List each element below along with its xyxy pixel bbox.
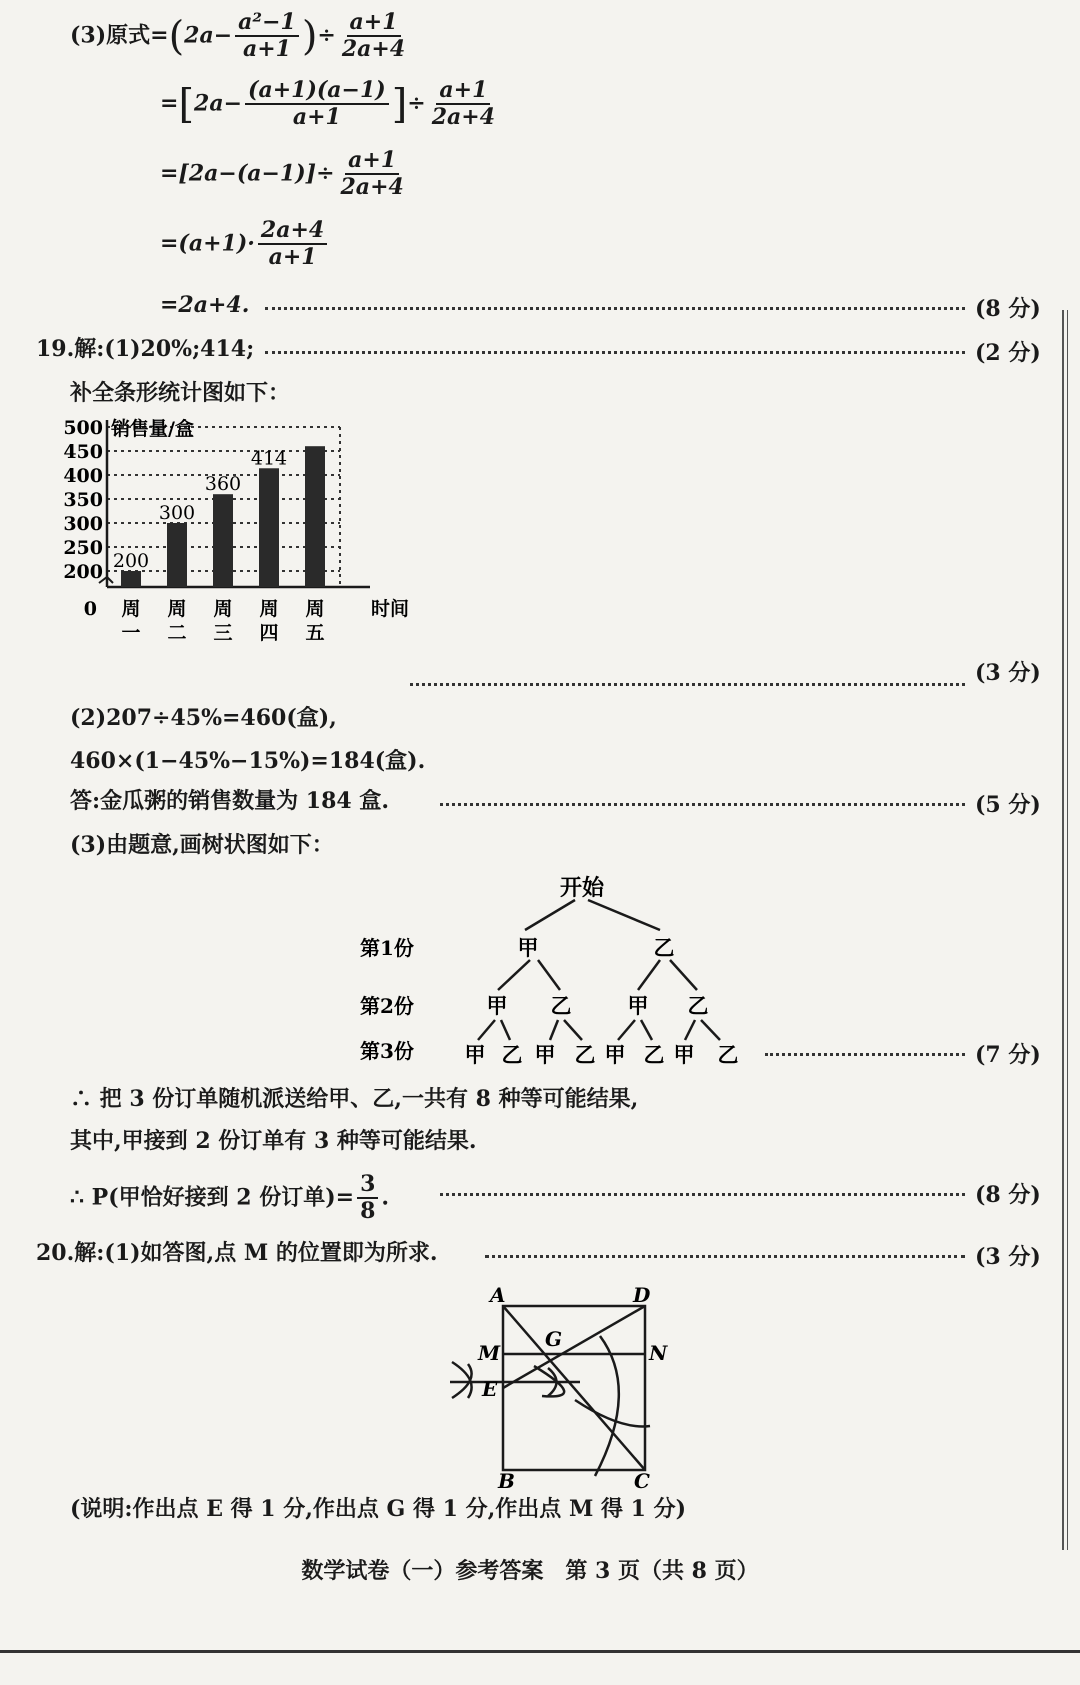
y-tick-label: 450 (63, 441, 103, 463)
x-axis-label: 时间 (370, 598, 410, 620)
q19-part1: 19.解:(1)20%;414; (36, 336, 255, 362)
q19-prob-score: (8 分) (975, 1182, 1041, 1208)
y-tick-label: 250 (63, 537, 103, 559)
q18-line2: =[2a− $\frac{(a+1)(a-1)}{a+1}$ ]÷ $\frac{a+1}{2a+4}$ (160, 77, 496, 131)
x-category-label: 一 (121, 622, 141, 644)
q20-part1-score: (3 分) (975, 1244, 1041, 1270)
bar (121, 571, 141, 587)
point-n: N (649, 1341, 668, 1365)
x-category-label: 三 (213, 622, 233, 644)
q19-prob-dot-leader (440, 1193, 965, 1196)
x-category-label: 五 (305, 622, 325, 644)
q19-tree-score: (7 分) (975, 1042, 1041, 1068)
y-tick-label: 350 (63, 489, 103, 511)
tree-node-l3: 甲 (604, 1042, 626, 1067)
q20-part1: 20.解:(1)如答图,点 M 的位置即为所求. (36, 1240, 438, 1266)
point-c: C (634, 1469, 650, 1490)
tree-level3-label: 第3份 (360, 1039, 414, 1063)
tree-node-l3: 甲 (464, 1042, 486, 1067)
tree-root: 开始 (559, 875, 605, 901)
bar (167, 523, 187, 587)
tree-node-l1: 乙 (653, 935, 675, 960)
construction-arc-1 (452, 1362, 472, 1398)
tree-level2-label: 第2份 (360, 994, 414, 1018)
q19-chart-score: (3 分) (975, 660, 1041, 686)
tree-node-l2: 甲 (627, 993, 649, 1018)
q19-conclusion2: 其中,甲接到 2 份订单有 3 种等可能结果. (70, 1128, 477, 1154)
tree-node-l3: 甲 (673, 1042, 695, 1067)
tree-node-l1: 甲 (517, 935, 539, 960)
q19-part2-score: (5 分) (975, 792, 1041, 818)
q19-part3-intro: (3)由题意,画树状图如下： (70, 832, 334, 858)
tree-node-l3: 乙 (574, 1042, 596, 1067)
y-tick-label: 200 (63, 561, 103, 583)
x-category-label: 周 (121, 598, 141, 620)
q19-complete-text: 补全条形统计图如下： (70, 380, 291, 406)
tree-level1-label: 第1份 (360, 936, 414, 960)
tree-node-l3: 乙 (643, 1042, 665, 1067)
y-tick-label: 300 (63, 513, 103, 535)
right-margin-line-2 (1067, 310, 1068, 1550)
page-footer: 数学试卷（一）参考答案 第 3 页（共 8 页） (301, 1558, 759, 1584)
bar-data-label: 414 (250, 447, 288, 470)
bar (213, 494, 233, 587)
q19-part1-score: (2 分) (975, 340, 1041, 366)
q19-part1-dot-leader (265, 351, 965, 354)
tree-node-l3: 甲 (534, 1042, 556, 1067)
q18-line1: (3)原式=(2a− $\frac{\text{a²−1}}{a+1}$ )÷ $\frac{a+1}{2a+4}$ (70, 9, 406, 63)
x-category-label: 周 (167, 598, 187, 620)
q18-score: (8 分) (975, 296, 1041, 322)
tree-node-l2: 甲 (486, 993, 508, 1018)
q18-line3: =[2a−(a−1)]÷ $\frac{a+1}{2a+4}$ (160, 147, 404, 201)
q19-chart-dot-leader (410, 683, 965, 686)
y-tick-label: 500 (63, 417, 103, 439)
bar-data-label: 300 (158, 502, 196, 524)
bar-data-label: 360 (204, 473, 242, 496)
y-axis-label: 销售量/盒 (111, 418, 194, 440)
tree-node-l2: 乙 (687, 993, 709, 1018)
y-tick-label: 400 (63, 465, 103, 487)
page-bottom-border (0, 1650, 1080, 1653)
q19-conclusion1: ∴ 把 3 份订单随机派送给甲、乙,一共有 8 种等可能结果, (70, 1086, 639, 1112)
bar-data-label: 200 (112, 550, 150, 572)
tree-node-l2: 乙 (550, 993, 572, 1018)
bar (259, 468, 279, 587)
tree-diagram (360, 870, 780, 1070)
x-category-label: 周 (305, 598, 325, 620)
q19-part2-line2: 460×(1−45%−15%)=184(盒). (70, 748, 426, 774)
q19-part2-dot-leader (440, 803, 965, 806)
q19-tree-dot-leader (765, 1053, 965, 1056)
q18-line5: =2a+4. (160, 292, 250, 318)
q18-dot-leader (265, 307, 965, 310)
point-g: G (545, 1327, 563, 1351)
origin-label: 0 (83, 598, 97, 620)
chart-bars (121, 446, 325, 587)
q19-part2-answer: 答:金瓜粥的销售数量为 184 盒. (70, 788, 390, 814)
sales-bar-chart (50, 415, 410, 695)
tree-node-l3: 乙 (717, 1042, 739, 1067)
point-b: B (498, 1469, 515, 1490)
tree-lines (478, 900, 720, 1040)
x-category-label: 周 (259, 598, 279, 620)
right-margin-line (1062, 310, 1064, 1550)
point-e: E (482, 1377, 498, 1401)
bar (305, 446, 325, 587)
q20-part1-dot-leader (485, 1255, 965, 1258)
point-a: A (490, 1283, 506, 1307)
q19-probability: ∴ P(甲恰好接到 2 份订单)= $\frac{3}{8}$ . (70, 1171, 390, 1225)
x-category-label: 周 (213, 598, 233, 620)
q20-note: (说明:作出点 E 得 1 分,作出点 G 得 1 分,作出点 M 得 1 分) (70, 1496, 687, 1522)
tree-node-l3: 乙 (501, 1042, 523, 1067)
diagonal-ac (503, 1306, 645, 1470)
x-category-label: 二 (167, 622, 187, 644)
line-md-segment (503, 1306, 645, 1388)
q18-line4: =(a+1)· $\frac{2a+4}{a+1}$ (160, 218, 330, 271)
point-m: M (478, 1341, 501, 1365)
construction-arc-5 (595, 1336, 619, 1476)
q19-part2-line1: (2)207÷45%=460(盒), (70, 705, 337, 731)
geometry-figure (430, 1280, 690, 1490)
point-d: D (633, 1283, 651, 1307)
x-category-label: 四 (259, 622, 279, 644)
